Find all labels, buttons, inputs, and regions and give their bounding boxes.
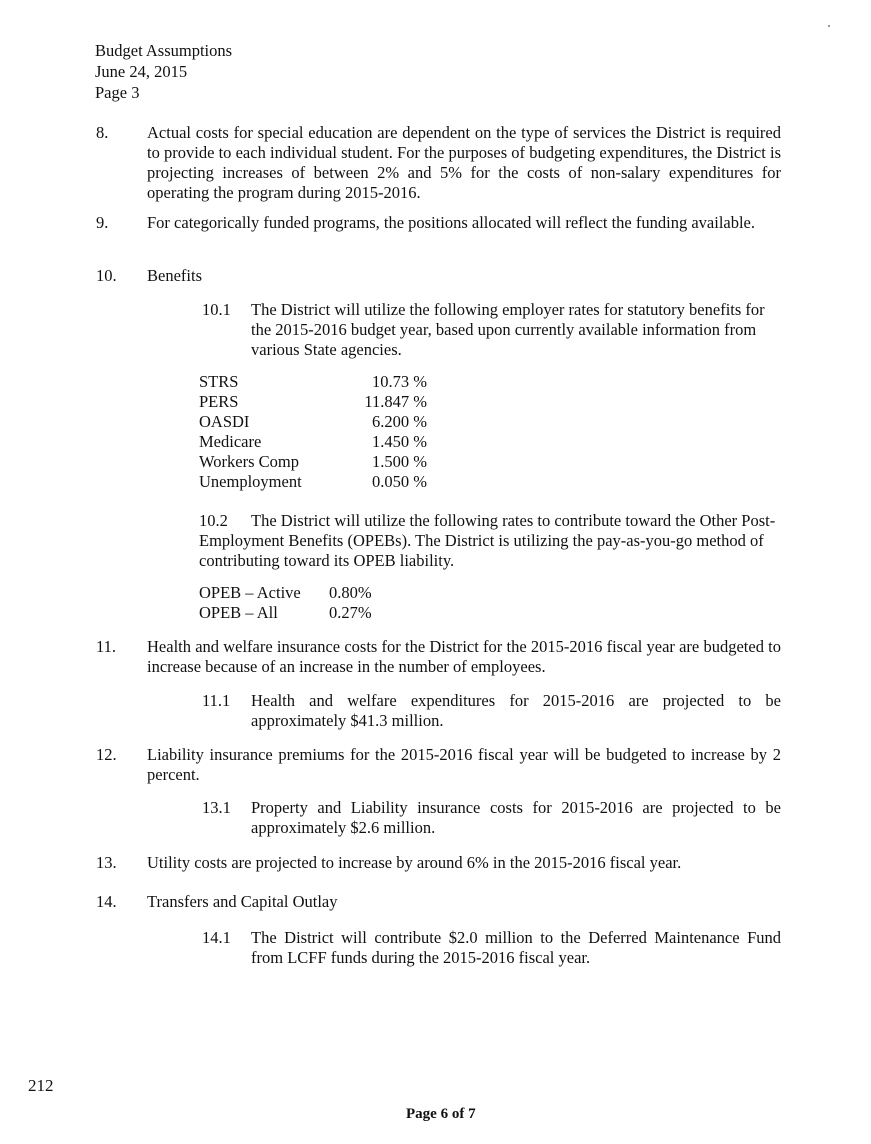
item-9-text: For categorically funded programs, the positions allocated will reflect the funding available. bbox=[147, 213, 756, 232]
rate-label: Workers Comp bbox=[199, 452, 299, 471]
table-row bbox=[199, 432, 427, 452]
item-8-text: Actual costs for special education are dependent on the type of services the District is required to provide to each individual student. For the purposes of budgeting expenditures, the District is projecting increases of between 2% and 5% for the costs of non-salary expenditures for operating the program during 2015-2016. bbox=[147, 123, 781, 202]
item-11-number: 11. bbox=[96, 637, 117, 656]
item-10-heading: Benefits bbox=[147, 266, 202, 285]
item-14-number: 14. bbox=[96, 892, 117, 911]
item-9-number: 9. bbox=[96, 213, 109, 232]
header-title: Budget Assumptions bbox=[95, 41, 233, 60]
subitem-10-2 bbox=[199, 511, 784, 571]
subitem-11-1-number: 11.1 bbox=[202, 691, 231, 710]
document-header bbox=[95, 40, 232, 103]
item-13-number: 13. bbox=[96, 853, 117, 872]
rate-label: OASDI bbox=[199, 412, 250, 431]
table-row bbox=[199, 452, 427, 472]
rate-value: 6.200 % bbox=[372, 412, 427, 431]
table-row bbox=[199, 392, 427, 412]
subitem-14-1-number: 14.1 bbox=[202, 928, 231, 947]
rate-label: Medicare bbox=[199, 432, 262, 451]
subitem-13-1-text: Property and Liability insurance costs for 2015-2016 are projected to be approximately $2.6 million. bbox=[251, 798, 781, 837]
scan-speck bbox=[828, 25, 830, 27]
item-8-number: 8. bbox=[96, 123, 109, 142]
item-11-text: Health and welfare insurance costs for the District for the 2015-2016 fiscal year are budgeted to increase because of an increase in the number of employees. bbox=[147, 637, 781, 676]
opeb-rates-table bbox=[199, 583, 372, 623]
side-page-number: 212 bbox=[28, 1076, 54, 1095]
header-page: Page 3 bbox=[95, 83, 140, 102]
opeb-label: OPEB – Active bbox=[199, 583, 301, 602]
header-date: June 24, 2015 bbox=[95, 62, 188, 81]
rate-value: 1.450 % bbox=[372, 432, 427, 451]
item-13-text: Utility costs are projected to increase by around 6% in the 2015-2016 fiscal year. bbox=[147, 853, 682, 872]
opeb-label: OPEB – All bbox=[199, 603, 278, 622]
table-row bbox=[199, 412, 427, 432]
table-row bbox=[199, 372, 427, 392]
table-row bbox=[199, 583, 372, 603]
rate-label: Unemployment bbox=[199, 472, 302, 491]
statutory-rates-table bbox=[199, 372, 427, 492]
subitem-11-1-text: Health and welfare expenditures for 2015-2016 are projected to be approximately $41.3 million. bbox=[251, 691, 781, 730]
opeb-value: 0.80% bbox=[329, 583, 372, 602]
rate-value: 11.847 % bbox=[364, 392, 427, 411]
rate-value: 0.050 % bbox=[372, 472, 427, 491]
table-row bbox=[199, 603, 372, 623]
subitem-10-2-text: The District will utilize the following rates to contribute toward the Other Post- Employment Benefits (OPEBs). The District is utilizing the pay-as-you-go method of contributing toward its OPEB liability. bbox=[199, 511, 776, 570]
page-footer: Page 6 of 7 bbox=[406, 1106, 476, 1122]
rate-value: 1.500 % bbox=[372, 452, 427, 471]
subitem-13-1-number: 13.1 bbox=[202, 798, 231, 817]
item-10-number: 10. bbox=[96, 266, 117, 285]
item-12-number: 12. bbox=[96, 745, 117, 764]
opeb-value: 0.27% bbox=[329, 603, 372, 622]
rate-label: PERS bbox=[199, 392, 239, 411]
subitem-10-1-text: The District will utilize the following employer rates for statutory benefits for the 2015-2016 budget year, based upon currently available information from various State agencies. bbox=[251, 300, 765, 359]
subitem-10-2-number: 10.2 bbox=[199, 511, 228, 530]
subitem-10-1-number: 10.1 bbox=[202, 300, 231, 319]
rate-label: STRS bbox=[199, 372, 239, 391]
rate-value: 10.73 % bbox=[372, 372, 427, 391]
item-14-heading: Transfers and Capital Outlay bbox=[147, 892, 338, 911]
item-12-text: Liability insurance premiums for the 2015-2016 fiscal year will be budgeted to increase by 2 percent. bbox=[147, 745, 781, 784]
subitem-14-1-text: The District will contribute $2.0 million to the Deferred Maintenance Fund from LCFF funds during the 2015-2016 fiscal year. bbox=[251, 928, 781, 967]
table-row bbox=[199, 472, 427, 492]
